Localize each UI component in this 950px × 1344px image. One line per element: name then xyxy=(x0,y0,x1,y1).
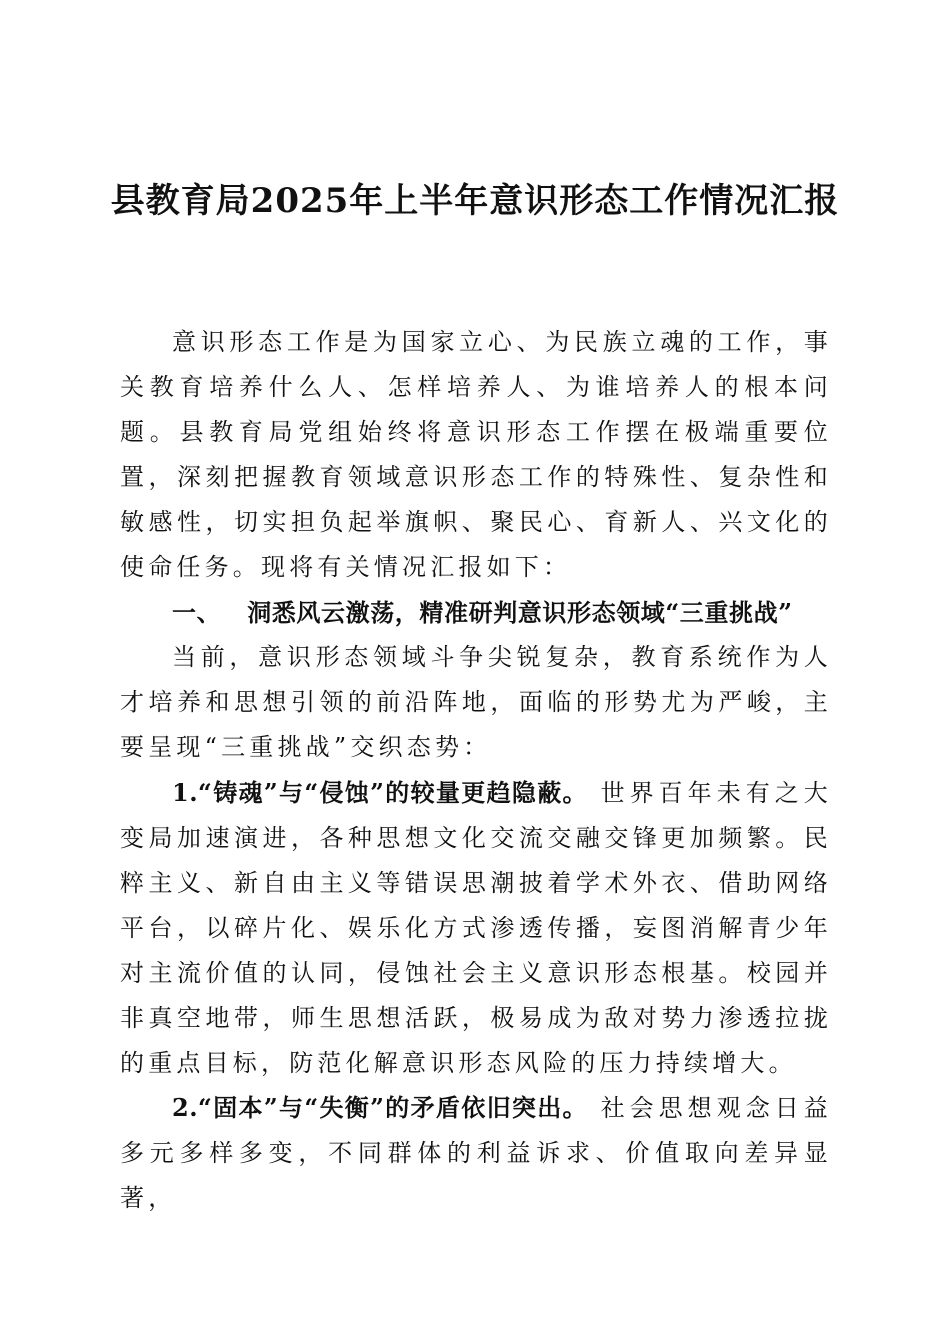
section-heading-1 xyxy=(120,590,832,635)
point-2-paragraph xyxy=(120,1085,832,1221)
document-title: 县教育局2025年上半年意识形态工作情况汇报 xyxy=(110,181,840,221)
section-number: 一、 xyxy=(172,598,222,627)
point-1-body: 世界百年未有之大变局加速演进，各种思想文化交流交融交锋更加频繁。民粹主义、新自由主义等错误思潮披着学术外衣、借助网络平台，以碎片化、娱乐化方式渗透传播，妄图消解青少年对主流价值的认同，侵蚀社会主义意识形态根基。校园并非真空地带，师生思想活跃，极易成为敌对势力渗透拉拢的重点目标，防范化解意识形态风险的压力持续增大。 xyxy=(120,779,832,1077)
point-1-lead: 1.“铸魂”与“侵蚀”的较量更趋隐蔽。 xyxy=(172,778,588,807)
intro-paragraph: 意识形态工作是为国家立心、为民族立魂的工作，事关教育培养什么人、怎样培养人、为谁培养人的根本问题。县教育局党组始终将意识形态工作摆在极端重要位置，深刻把握教育领域意识形态工作的特殊性、复杂性和敏感性，切实担负起举旗帜、聚民心、育新人、兴文化的使命任务。现将有关情况汇报如下： xyxy=(120,328,832,581)
point-2-body: 社会思想观念日益多元多样多变，不同群体的利益诉求、价值取向差异显著， xyxy=(120,1094,832,1212)
point-1-paragraph xyxy=(120,770,832,1086)
section-intro-paragraph: 当前，意识形态领域斗争尖锐复杂，教育系统作为人才培养和思想引领的前沿阵地，面临的形势尤为严峻，主要呈现“三重挑战”交织态势： xyxy=(120,643,832,761)
point-2-lead: 2.“固本”与“失衡”的矛盾依旧突出。 xyxy=(172,1093,588,1122)
section-title: 洞悉风云激荡，精准研判意识形态领域“三重挑战” xyxy=(247,598,793,627)
